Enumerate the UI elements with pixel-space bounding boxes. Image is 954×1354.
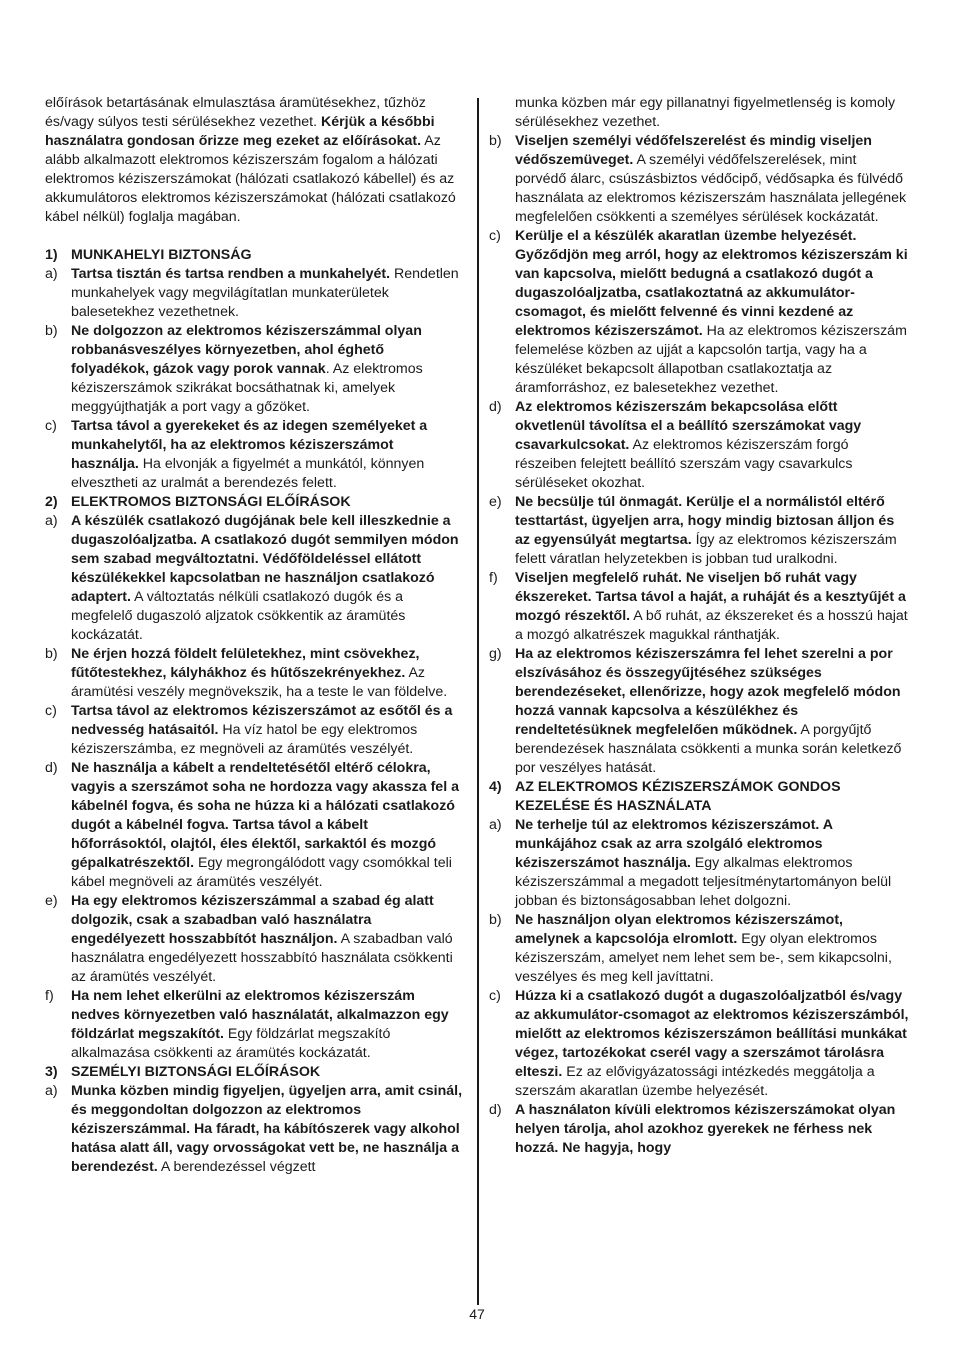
page-number: 47 [469, 1306, 485, 1322]
right-column [489, 94, 909, 1158]
list-item: b) Ne használjon olyan elektromos kéziszerszámot, amelynek a kapcsolója elromlott. Egy olyan elektromos kéziszerszám, amelyet nem lehet sem be-, sem kikapcsolni, veszélyes és meg kell javíttatni. [489, 912, 892, 985]
list-item: c) Tartsa távol a gyerekeket és az idegen személyeket a munkahelytől, ha az elektromos kéziszerszámot használja. Ha elvonják a figyelmét a munkától, könnyen elvesztheti az uralmát a berendezés felett. [45, 418, 428, 491]
list-item: b) Viseljen személyi védőfelszerelést és mindig viseljen védőszemüveget. A személyi védőfelszerelések, mint porvédő álarc, csúszásbiztos védőcipő, védősapka és fülvédő használata az elektromos kéziszerszám használata jellegének megfelelően csökkenti a személyes sérülések kockázatát. [489, 133, 907, 225]
list-item: d) A használaton kívüli elektromos kéziszerszámokat olyan helyen tárolja, ahol azokhoz gyerekek ne férhess nek hozzá. Ne hagyja, hogy [489, 1102, 896, 1156]
section-heading: 2) ELEKTROMOS BIZTONSÁGI ELŐÍRÁSOK [45, 494, 351, 510]
list-item: g) Ha az elektromos kéziszerszámra fel lehet szerelni a por elszívásához és összegyűjtéséhez szükséges berendezéseket, ellenőrizze, hogy azok megfelelő módon hozzá vannak kapcsolva a készülékhez és rendeltetésüknek megfelelően működnek. A porgyűjtő berendezések használata csökkenti a munka során keletkező por veszélyes hatását. [489, 646, 902, 776]
list-item: b) Ne dolgozzon az elektromos kéziszerszámmal olyan robbanásveszélyes környezetben, ahol éghető folyadékok, gázok vagy porok vannak. Az elektromos kéziszerszámok szikrákat bocsáthatnak ki, amelyek meggyújthatják a port vagy a gőzöket. [45, 323, 423, 415]
list-item: b) Ne érjen hozzá földelt felületekhez, mint csövekhez, fűtőtestekhez, kályhákhoz és hűtőszekrényekhez. Az áramütési veszély megnövekszik, ha a teste le van földelve. [45, 646, 448, 700]
list-item-continuation: munka közben már egy pillanatnyi figyelmetlenség is komoly sérülésekhez vezethet. [515, 95, 896, 130]
list-item: c) Húzza ki a csatlakozó dugót a dugaszolóaljzatból és/vagy az akkumulátor-csomagot az elektromos kéziszerszámból, mielőtt az elektromos kéziszerszámon beállítási munkákat végez, tartozékokat cserél vagy a szerszámot tárolásra elteszi. Ez az elővigyázatossági intézkedés meggátolja a szerszám akaratlan üzembe helyezését. [489, 988, 909, 1099]
intro-paragraph: előírások betartásának elmulasztása áramütésekhez, tűzhöz és/vagy súlyos testi sérülésekhez vezethet. Kérjük a későbbi használatra gondosan őrizze meg ezeket az előírásokat. Az alább alkalmazott elektromos kéziszerszám fogalom a hálózati elektromos kéziszerszámokat (hálózati csatlakozó kábellel) és az akkumulátoros elektromos kéziszerszámokat (hálózati csatlakozó kábel nélkül) foglalja magában. [45, 95, 456, 225]
section-heading: 4) AZ ELEKTROMOS KÉZISZERSZÁMOK GONDOS KEZELÉSE ÉS HASZNÁLATA [489, 779, 841, 814]
list-item: d) Ne használja a kábelt a rendeltetésétől eltérő célokra, vagyis a szerszámot soha ne hordozza vagy akassza fel a kábelnél fogva, és soha ne húzza ki a hálózati csatlakozó dugót a kábelnél fogva. Tartsa távol a kábelt hőforrásoktól, olajtól, éles élektől, sarkaktól és mozgó gépalkatrészektől. Egy megrongálódott vagy csomókkal teli kábel megnöveli az áramütés veszélyét. [45, 760, 459, 890]
list-item: e) Ne becsülje túl önmagát. Kerülje el a normálistól eltérő testtartást, ügyeljen arra, hogy mindig biztosan álljon és az egyensúlyát megtartsa. Így az elektromos kéziszerszám felett váratlan helyzetekben is jobban tud uralkodni. [489, 494, 897, 567]
list-item: d) Az elektromos kéziszerszám bekapcsolása előtt okvetlenül távolítsa el a beállító szerszámokat vagy csavarkulcsokat. Az elektromos kéziszerszám forgó részeiben felejtett beállító szerszám vagy csavarkulcs sérüléseket okozhat. [489, 399, 862, 491]
column-divider [477, 98, 479, 1305]
list-item: a) Ne terhelje túl az elektromos kéziszerszámot. A munkájához csak az arra szolgáló elektromos kéziszerszámot használja. Egy alkalmas elektromos kéziszerszámmal a megadott teljesítménytartományon belül jobban és biztonságosabban lehet dolgozni. [489, 817, 892, 909]
list-item: a) A készülék csatlakozó dugójának bele kell illeszkednie a dugaszolóaljzatba. A csatlakozó dugót semmilyen módon sem szabad megváltoztatni. Védőföldeléssel ellátott készülékekkel kapcsolatban ne használjon csatlakozó adaptert. A változtatás nélküli csatlakozó dugók és a megfelelő dugaszoló aljzatok csökkentik az áramütés kockázatát. [45, 513, 459, 643]
list-item: c) Kerülje el a készülék akaratlan üzembe helyezését. Győződjön meg arról, hogy az elektromos kéziszerszám ki van kapcsolva, mielőtt bedugná a csatlakozó dugót a dugaszolóaljzatba, csatlakoztatná az akkumulátor-csomagot, és mielőtt felvenné és vinni kezdené az elektromos kéziszerszámot. Ha az elektromos kéziszerszám felemelése közben az ujját a kapcsolón tartja, vagy ha a készüléket bekapcsolt állapotban csatlakoztatja az áramforráshoz, ez balesetekhez vezethet. [489, 228, 908, 396]
section-heading: 1) MUNKAHELYI BIZTONSÁG [45, 247, 252, 263]
section-heading: 3) SZEMÉLYI BIZTONSÁGI ELŐÍRÁSOK [45, 1064, 321, 1080]
list-item: f) Viseljen megfelelő ruhát. Ne viseljen bő ruhát vagy ékszereket. Tartsa távol a haját, a ruháját és a kesztyűjét a mozgó részektől. A bő ruhát, az ékszereket és a hosszú hajat a mozgó alkatrészek magukkal ránthatják. [489, 570, 908, 643]
list-item: e) Ha egy elektromos kéziszerszámmal a szabad ég alatt dolgozik, csak a szabadban való használatra engedélyezett hosszabbítót használjon. A szabadban való használatra engedélyezett hosszabbító használata csökkenti az áramütés veszélyét. [45, 893, 453, 985]
list-item: c) Tartsa távol az elektromos kéziszerszámot az esőtől és a nedvesség hatásaitól. Ha víz hatol be egy elektromos kéziszerszámba, ez megnöveli az áramütés veszélyét. [45, 703, 453, 757]
list-item: a) Munka közben mindig figyeljen, ügyeljen arra, amit csinál, és meggondoltan dolgozzon az elektromos kéziszerszámmal. Ha fáradt, ha kábítószerek vagy alkohol hatása alatt áll, vagy orvosságokat vett be, ne használja a berendezést. A berendezéssel végzett [45, 1083, 463, 1175]
list-item: a) Tartsa tisztán és tartsa rendben a munkahelyét. Rendetlen munkahelyek vagy megvilágítatlan munkaterületek balesetekhez vezethetnek. [45, 266, 459, 320]
left-column [45, 94, 465, 1177]
list-item: f) Ha nem lehet elkerülni az elektromos kéziszerszám nedves környezetben való használatát, alkalmazzon egy földzárlat megszakítót. Egy földzárlat megszakító alkalmazása csökkenti az áramütés kockázatát. [45, 988, 449, 1061]
